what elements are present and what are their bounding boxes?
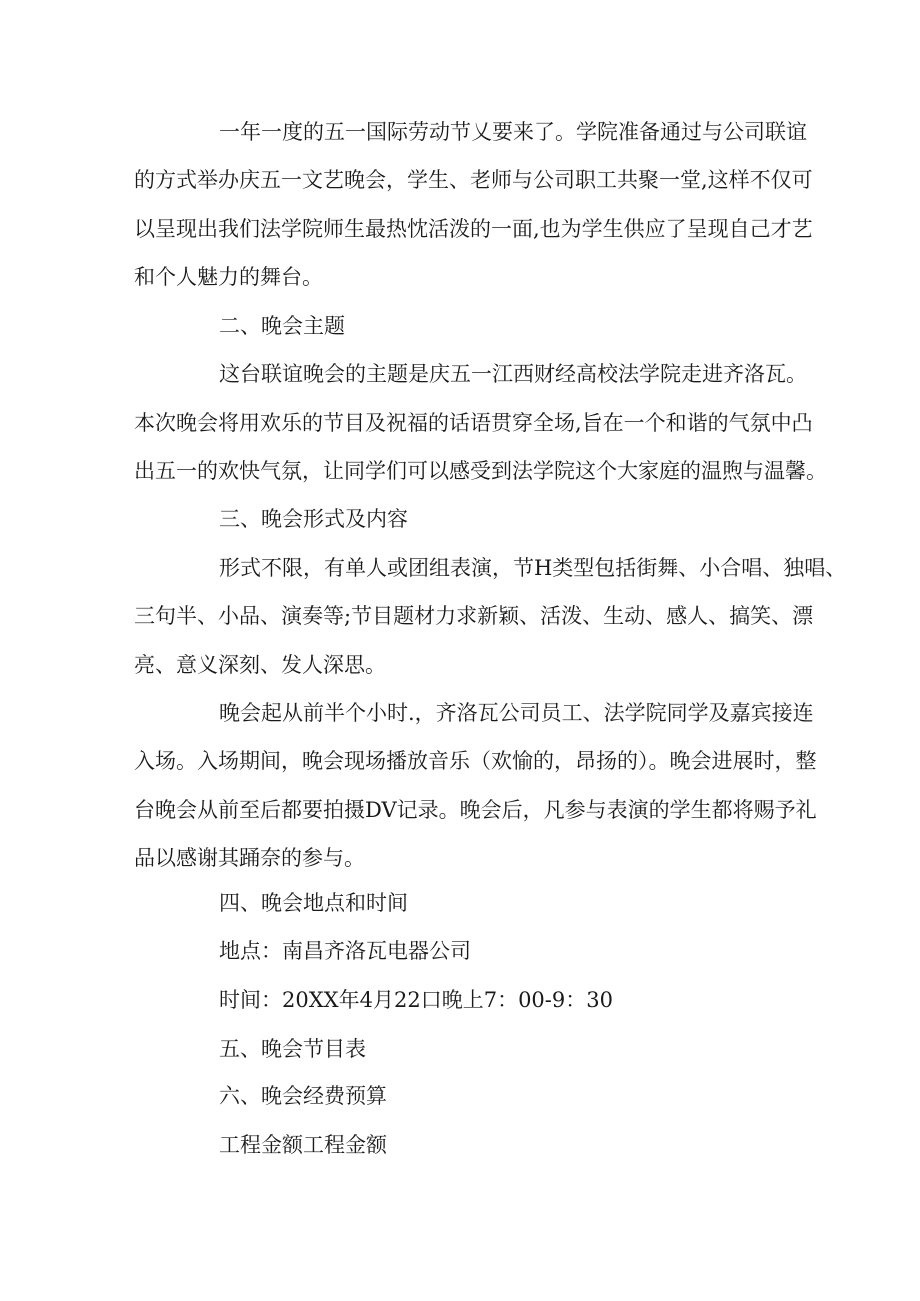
venue-line: 地点：南昌齐洛瓦电器公司 [219, 939, 471, 963]
intro-line-1: 一年一度的五一国际劳动节乂要来了。学院准备通过与公司联谊 [219, 120, 807, 144]
intro-line-2: 的方式举办庆五一文艺晚会，学生、老师与公司职工共聚一堂,这样不仅可 [134, 168, 813, 192]
schedule-line-2: 入场。入场期间，晚会现场播放音乐（欢愉的，昂扬的）。晚会进展时，整 [134, 749, 817, 773]
schedule-line-4: 品以感谢其踊奈的参与。 [134, 846, 365, 870]
format-line-2: 三句半、小品、演奏等;节目题材力求新颖、活泼、生动、感人、搞笑、漂 [134, 604, 814, 628]
heading-venue: 四、晚会地点和时间 [219, 891, 408, 915]
theme-line-3: 出五一的欢快气氛，让同学们可以感受到法学院这个大家庭的温煦与温馨。 [134, 459, 827, 483]
schedule-line-3: 台晚会从前至后都要拍摄DV记录。晚会后，凡参与表演的学生都将赐予礼 [134, 798, 817, 822]
intro-line-4: 和个人魅力的舞台。 [134, 265, 323, 289]
format-line-3: 亮、意义深刻、发人深思。 [134, 653, 386, 677]
schedule-line-1: 晚会起从前半个小时.，齐洛瓦公司员工、法学院同学及嘉宾接连 [219, 701, 814, 725]
theme-line-1: 这台联谊晚会的主题是庆五一江西财经高校法学院走进齐洛瓦。 [219, 362, 807, 386]
heading-theme: 二、晚会主题 [219, 314, 345, 338]
theme-line-2: 本次晚会将用欢乐的节目及祝福的话语贯穿全场,旨在一个和谐的气氛中凸 [134, 411, 813, 435]
time-line: 时间：20XX年4月22口晚上7：00-9：30 [219, 988, 613, 1012]
heading-format: 三、晚会形式及内容 [219, 507, 408, 531]
budget-header: 工程金额工程金额 [219, 1133, 387, 1157]
heading-budget: 六、晚会经费预算 [219, 1084, 387, 1108]
intro-line-3: 以呈现出我们法学院师生最热忱活泼的一面,也为学生供应了呈现自己才艺 [134, 217, 813, 241]
heading-program: 五、晚会节目表 [219, 1037, 366, 1061]
format-line-1: 形式不限，有单人或团组表演，节H类型包括街舞、小合唱、独唱、 [219, 556, 847, 580]
